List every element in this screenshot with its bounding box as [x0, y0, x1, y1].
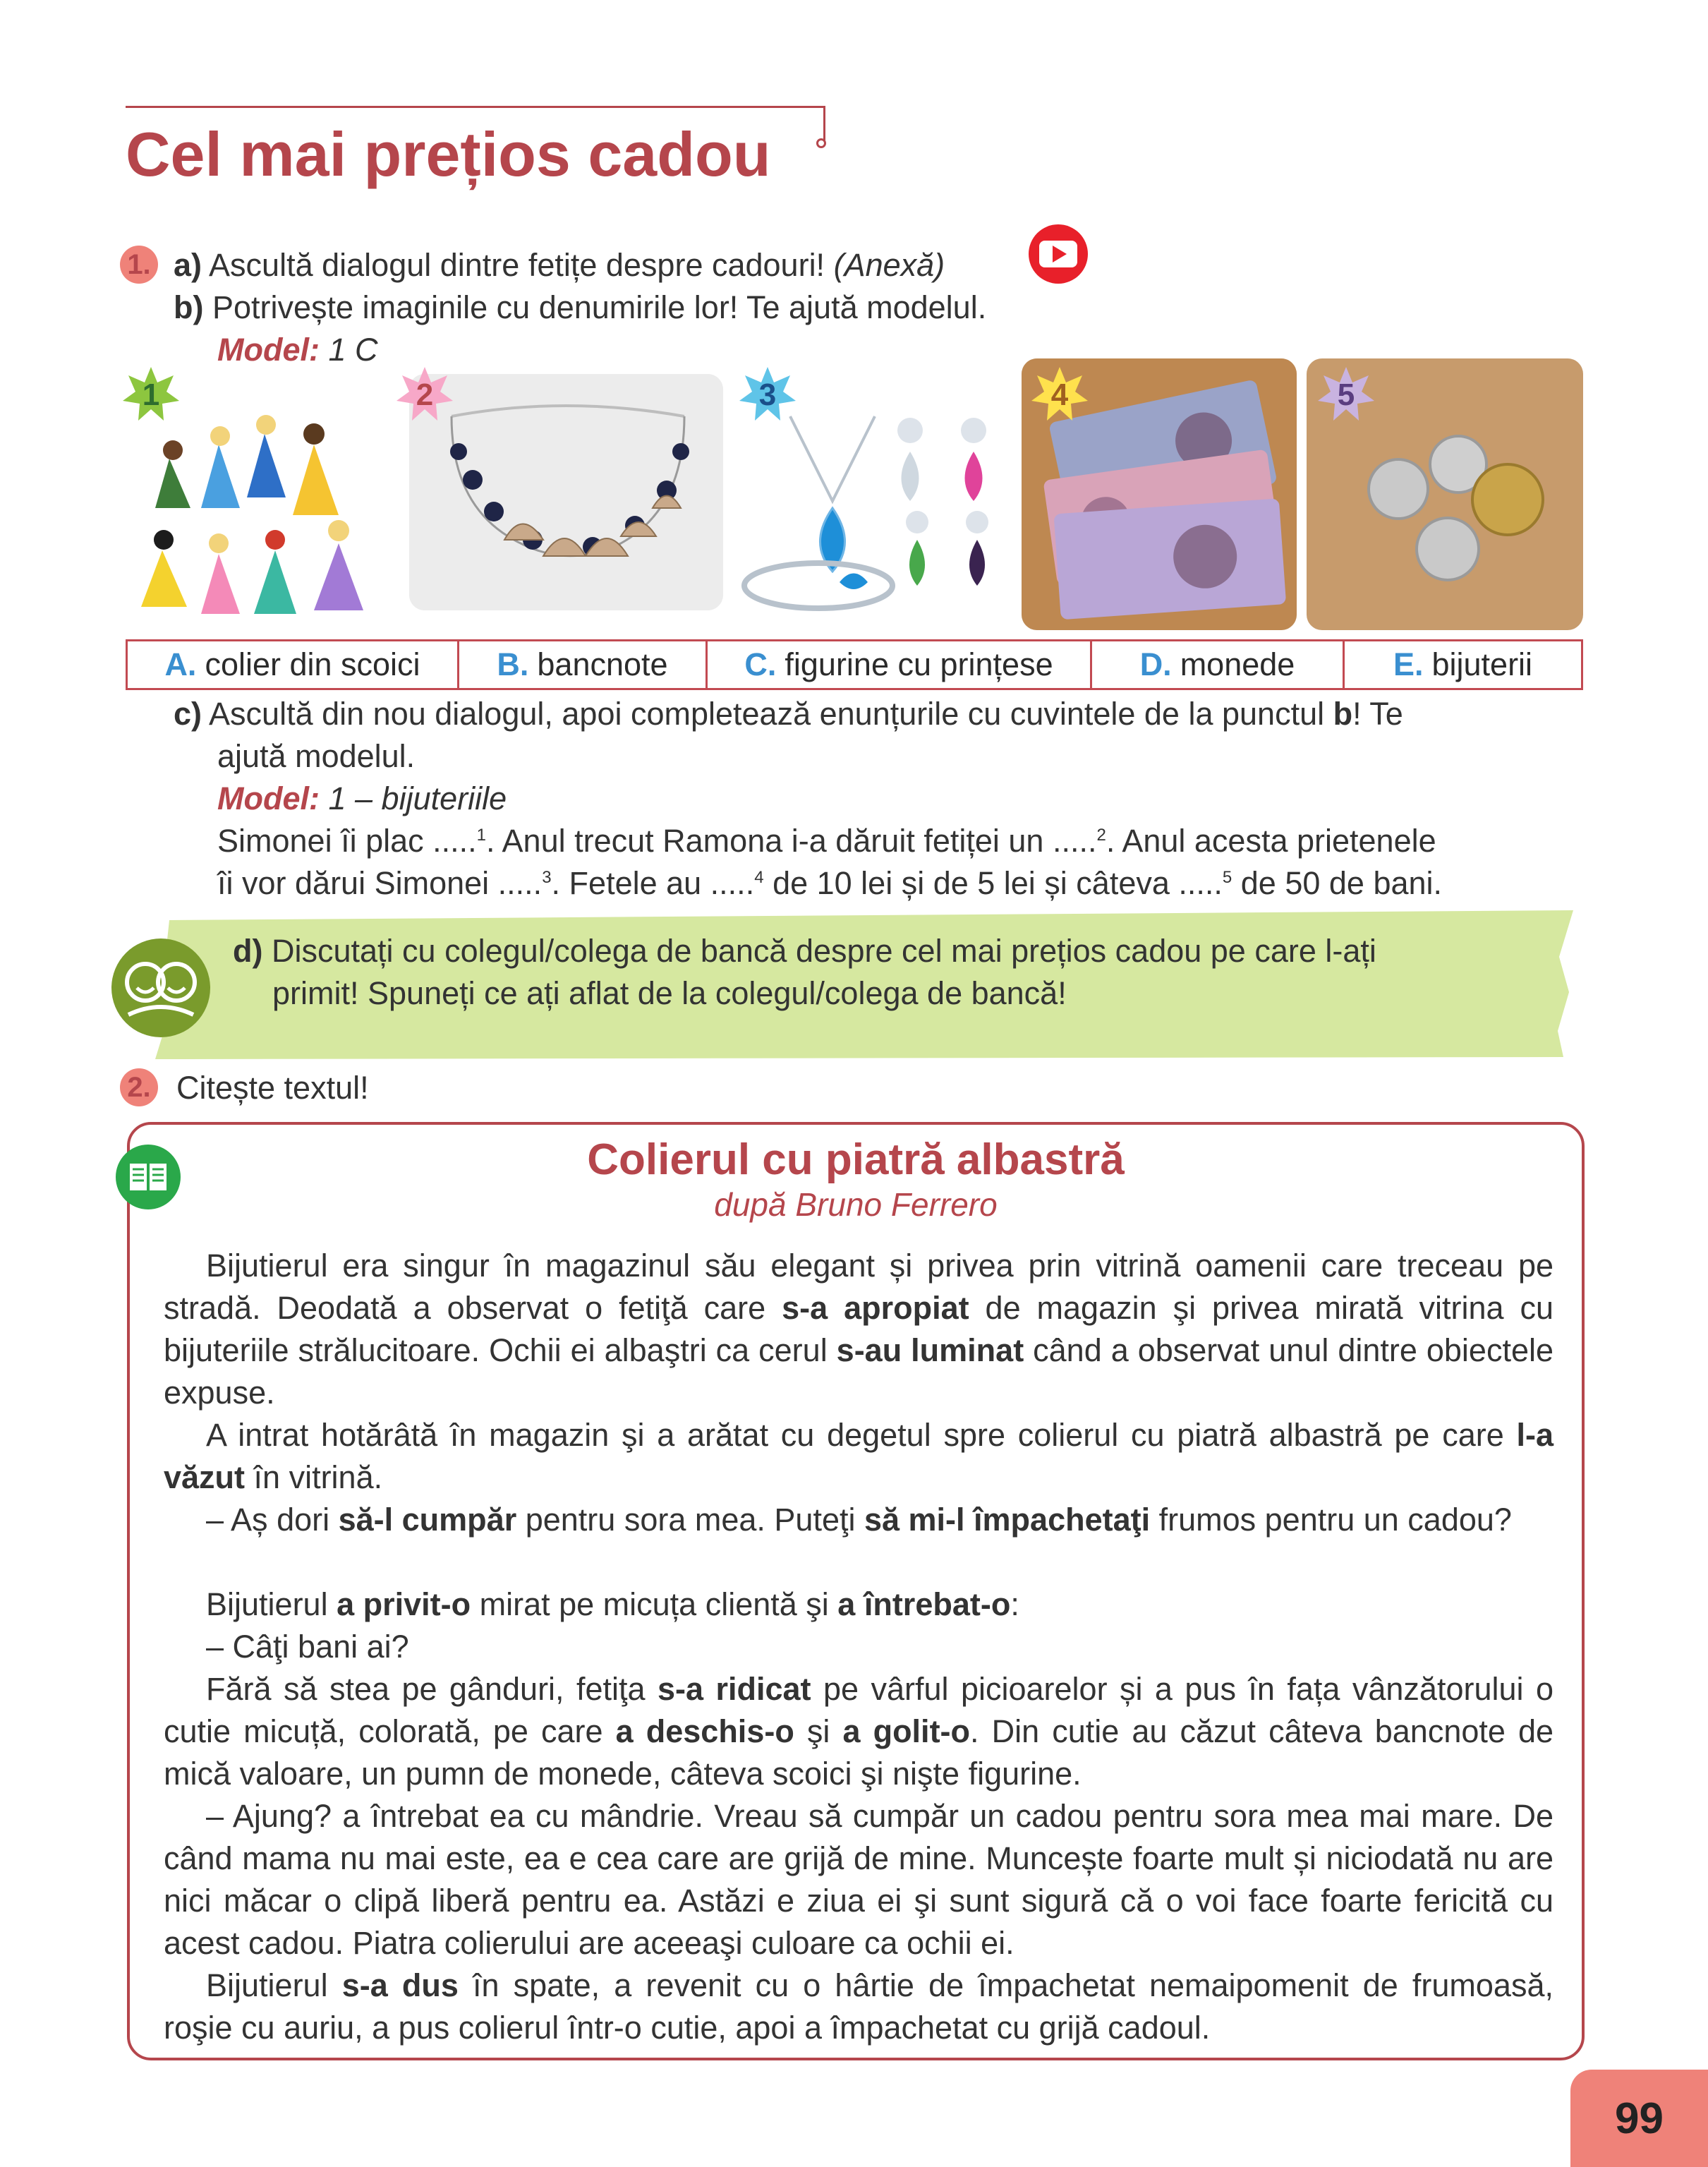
play-video-icon[interactable]: [1029, 224, 1088, 284]
option-a: [128, 641, 459, 688]
story-author: după Bruno Ferrero: [714, 1186, 998, 1223]
story-verb: s-a ridicat: [658, 1671, 811, 1707]
option-e: [1345, 641, 1581, 688]
story-text: . Din cutie au căzut câteva bancnote de mică valoare, un pumn de monede, câteva scoici şi nişte figurine.: [164, 1713, 1554, 1792]
story-verb: a golit-o: [842, 1713, 971, 1749]
story-text: :: [1010, 1586, 1019, 1622]
fill-superscript: 4: [754, 868, 764, 887]
image-4-number-star: [1030, 366, 1089, 425]
option-e-text: bijuterii: [1431, 646, 1533, 682]
option-c: [708, 641, 1092, 688]
option-d-letter: D.: [1139, 646, 1172, 682]
option-d-text: monede: [1180, 646, 1295, 682]
story-text: Bijutierul: [206, 1967, 342, 2003]
model-c-line: [217, 780, 507, 817]
story-text: şi: [794, 1713, 843, 1749]
story-paragraph-3: [164, 1499, 1553, 1541]
story-verb: a deschis-o: [615, 1713, 794, 1749]
exercise-1-number: 1.: [120, 246, 158, 284]
image-4-number: 4: [1050, 378, 1069, 412]
image-1-number: 1: [142, 378, 160, 412]
shell-necklace-image: [409, 374, 723, 610]
exercise-1c-label: c): [174, 696, 202, 732]
story-text: Fără să stea pe gânduri, fetiţa: [206, 1671, 658, 1707]
option-e-letter: E.: [1393, 646, 1424, 682]
fill-text: . Anul acesta prietenele: [1106, 823, 1436, 859]
title-rule-top: [126, 106, 825, 108]
model-b-label: Model:: [217, 332, 320, 368]
story-verb: l-a văzut: [164, 1417, 1553, 1495]
image-3-number-star: [738, 366, 797, 425]
exercise-1b-label: b): [174, 289, 204, 325]
story-text: când a observat unul dintre obiectele expuse.: [164, 1332, 1553, 1411]
image-2-number-star: [395, 366, 454, 425]
story-paragraph-4: [164, 1583, 1553, 1626]
page-number: 99: [1570, 2070, 1708, 2167]
story-verb: s-a apropiat: [782, 1290, 969, 1326]
option-b-letter: B.: [497, 646, 529, 682]
exercise-1c-line: [174, 696, 1403, 732]
fill-text: Simonei îi plac .....: [217, 823, 477, 859]
model-b-value: 1 C: [319, 332, 378, 368]
exercise-1c-text-1: Ascultă din nou dialogul, apoi completează enunțurile cu cuvintele de la punctul: [209, 696, 1333, 732]
fill-line-1: [217, 823, 1436, 859]
story-paragraph-6: [164, 1668, 1553, 1795]
exercise-1b-text: Potrivește imaginile cu denumirile lor! Te ajută modelul.: [212, 289, 987, 325]
option-b-text: bancnote: [537, 646, 668, 682]
exercise-1a-text: Ascultă dialogul dintre fetițe despre cadouri!: [209, 247, 834, 283]
option-b: [459, 641, 708, 688]
option-c-text: figurine cu prințese: [785, 646, 1053, 682]
story-text: mirat pe micuța clientă şi: [471, 1586, 838, 1622]
option-c-letter: C.: [744, 646, 777, 682]
story-title: Colierul cu piatră albastră: [587, 1135, 1125, 1184]
image-1-number-star: [121, 366, 181, 425]
fill-line-2: [217, 865, 1442, 902]
fill-superscript: 1: [476, 826, 487, 845]
option-a-text: colier din scoici: [205, 646, 420, 682]
story-text: Bijutierul: [206, 1586, 337, 1622]
fill-text: îi vor dărui Simonei .....: [217, 865, 543, 901]
story-verb: s-a dus: [341, 1967, 459, 2003]
story-verb: să mi-l împachetaţi: [864, 1502, 1151, 1538]
fill-text: . Anul trecut Ramona i-a dăruit fetiței un .....: [486, 823, 1097, 859]
story-verb: să-l cumpăr: [338, 1502, 517, 1538]
story-paragraph-8: [164, 1964, 1553, 2049]
exercise-1c-bold: b: [1333, 696, 1353, 732]
exercise-1a-label: a): [174, 247, 202, 283]
story-verb: a privit-o: [337, 1586, 471, 1622]
exercise-1d-line-1: [233, 933, 1376, 970]
story-paragraph-2: [164, 1414, 1553, 1499]
fill-text: de 10 lei și de 5 lei și câteva .....: [763, 865, 1223, 901]
story-paragraph-5: – Câţi bani ai?: [206, 1629, 409, 1665]
option-d: [1092, 641, 1345, 688]
story-verb: s-au luminat: [836, 1332, 1024, 1368]
fill-text: . Fetele au .....: [551, 865, 755, 901]
story-text: în spate, a revenit cu o hârtie de împachetat nemaipomenit de frumoasă, roşie cu auriu, a pus colierul într-o cutie, apoi a împachetat cu grijă cadoul.: [164, 1967, 1553, 2046]
story-text: de magazin şi privea mirată vitrina cu bijuteriile strălucitoare. Ochii ei albaştri ca cerul: [164, 1290, 1554, 1368]
title-rule-dot: [816, 138, 826, 148]
story-paragraph-7: – Ajung? a întrebat ea cu mândrie. Vreau să cumpăr un cadou pentru sora mea mai mare. De când mama nu mai este, ea e cea care are grijă de mine. Muncește foarte mult și niciodată nu are nici măcar o clipă liberă pentru ea. Astăzi e ziua ei şi sunt sigură că o voi face foarte fericită cu acest cadou. Piatra colierului are aceeaşi culoare ca ochii ei.: [164, 1798, 1553, 1961]
story-text: A intrat hotărâtă în magazin şi a arătat cu degetul spre colierul cu piatră albastră pe care: [206, 1417, 1517, 1453]
options-table: [126, 639, 1583, 690]
exercise-2-number: 2.: [120, 1068, 158, 1106]
title-rule-right: [823, 106, 825, 141]
exercise-1a-annex: (Anexă): [833, 247, 945, 283]
image-2-number: 2: [416, 378, 434, 412]
model-c-label: Model:: [217, 780, 320, 816]
image-5-number-star: [1316, 366, 1376, 425]
fill-superscript: 3: [542, 868, 552, 887]
story-paragraph-1: [164, 1245, 1553, 1414]
image-3-number: 3: [758, 378, 777, 412]
option-a-letter: A.: [164, 646, 197, 682]
story-text: în vitrină.: [245, 1459, 383, 1495]
exercise-2-text: Citește textul!: [176, 1070, 369, 1106]
exercise-1a-line: [174, 247, 945, 284]
page-title: Cel mai prețios cadou: [126, 119, 771, 189]
exercise-1d-label: d): [233, 933, 263, 969]
story-text: pe vârful picioarelor și a pus în fața vânzătorului o cutie micuță, colorată, pe care: [164, 1671, 1553, 1749]
story-text: pentru sora mea. Puteţi: [516, 1502, 864, 1538]
model-c-value: 1 – bijuteriile: [319, 780, 507, 816]
exercise-1c-text-2: ! Te: [1352, 696, 1403, 732]
story-text: – Aș dori: [206, 1502, 339, 1538]
story-verb: a întrebat-o: [837, 1586, 1011, 1622]
fill-superscript: 5: [1222, 868, 1232, 887]
fill-text: de 50 de bani.: [1232, 865, 1443, 901]
exercise-1b-line: [174, 289, 986, 326]
exercise-1d-text-1: Discutați cu colegul/colega de bancă despre cel mai prețios cadou pe care l-ați: [272, 933, 1376, 969]
fill-superscript: 2: [1096, 826, 1106, 845]
story-text: Bijutierul era singur în magazinul său elegant și privea prin vitrină oamenii care treceau pe stradă. Deodată a observat o fetiţă care: [164, 1248, 1553, 1326]
story-text: frumos pentru un cadou?: [1150, 1502, 1512, 1538]
pair-work-icon: [111, 938, 210, 1037]
model-b-line: [217, 332, 378, 368]
exercise-1d-line-2: primit! Spuneți ce ați aflat de la colegul/colega de bancă!: [272, 975, 1067, 1011]
exercise-1c-line-2: ajută modelul.: [217, 738, 416, 774]
image-5-number: 5: [1337, 378, 1355, 412]
